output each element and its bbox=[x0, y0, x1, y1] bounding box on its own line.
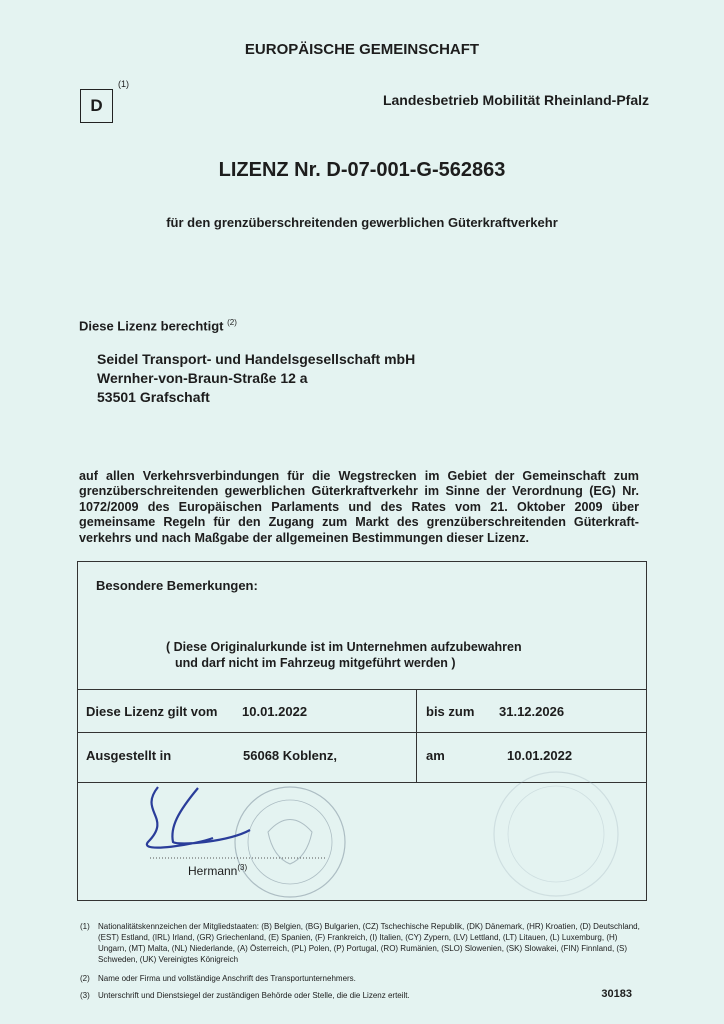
footnote-number: (1) bbox=[80, 922, 90, 931]
signatory bbox=[188, 863, 247, 878]
issued-on-label: am bbox=[426, 748, 445, 763]
footnote-number: (2) bbox=[80, 974, 90, 983]
issued-label: Ausgestellt in bbox=[86, 748, 172, 763]
footnote-text: Nationalitätskennzeichen der Mitgliedstaaten: (B) Belgien, (BG) Bulgarien, (CZ) Tschechische Republik, (DK) Dänemark, (HR) Kroatien, (D) Deutschland, (EST) Estland, (IRL) Irland, (GR) Griechenland, (E) Spanien, (F) Frankreich, (I) Italien, (CY) Zypern, (LV) Lettland, (LT) Litauen, (L) Luxemburg, (H) Ungarn, (MT) Malta, (NL) Niederlande, (A) Österreich, (PL) Polen, (P) Portugal, (RO) Rumänien, (SLO) Slowenien, (SK) Slowakei, (FIN) Finnland, (S) Schweden, (UK) Vereinigtes Königreich bbox=[98, 922, 640, 964]
issuing-authority: Landesbetrieb Mobilität Rheinland-Pfalz bbox=[382, 92, 649, 108]
footnote-text: Unterschrift und Dienstsiegel der zuständigen Behörde oder Stelle, die die Lizenz erteilt. bbox=[98, 991, 410, 1000]
document-number: 30183 bbox=[601, 988, 632, 1000]
signatory-name: Hermann bbox=[188, 864, 238, 878]
remarks-heading: Besondere Bemerkungen: bbox=[96, 578, 258, 593]
country-code-box: D bbox=[80, 89, 113, 123]
scope-paragraph: auf allen Verkehrsverbindungen für die Wegstrecken im Gebiet der Gemeinschaft zum grenzüberschreitenden gewerblichen Güterkraftverkehr im Sinne der Verordnung (EG) Nr. 1072/2009 des Europäischen Parlaments und des Rates vom 21. Oktober 2009 über gemeinsame Regeln für den Zugang zum Markt des grenzüberschreitenden Güterkraft-verkehrs und nach Maßgabe der allgemeinen Bestimmungen dieser Lizenz. bbox=[79, 469, 639, 545]
holder-street: Wernher-von-Braun-Straße 12 a bbox=[97, 370, 308, 386]
entitlement-text: Diese Lizenz berechtigt bbox=[79, 318, 224, 334]
license-subtitle: für den grenzüberschreitenden gewerblichen Güterkraftverkehr bbox=[166, 215, 558, 230]
country-footnote-marker: (1) bbox=[118, 79, 129, 89]
signatory-footnote-marker: (3) bbox=[237, 863, 248, 872]
holder-city: 53501 Grafschaft bbox=[97, 389, 210, 405]
license-holder bbox=[97, 350, 415, 407]
footnote-number: (3) bbox=[80, 991, 90, 1000]
validity-from-date: 10.01.2022 bbox=[242, 704, 308, 719]
official-seal-graphic bbox=[78, 562, 648, 902]
license-title: LIZENZ Nr. D-07-001-G-562863 bbox=[218, 159, 506, 181]
entitlement-footnote-marker: (2) bbox=[227, 318, 237, 327]
issued-place: 56068 Koblenz, bbox=[243, 748, 337, 763]
issued-date: 10.01.2022 bbox=[507, 748, 573, 763]
remarks-line-2: und darf nicht im Fahrzeug mitgeführt werden ) bbox=[175, 656, 456, 670]
details-frame bbox=[77, 561, 647, 901]
header-title: EUROPÄISCHE GEMEINSCHAFT bbox=[244, 41, 480, 58]
holder-name: Seidel Transport- und Handelsgesellschaft mbH bbox=[97, 351, 416, 367]
validity-until-date: 31.12.2026 bbox=[499, 704, 565, 719]
validity-until-label: bis zum bbox=[426, 704, 475, 719]
remarks-line-1: ( Diese Originalurkunde ist im Unternehmen aufzubewahren bbox=[166, 640, 522, 654]
entitlement-label bbox=[79, 318, 237, 333]
footnote-text: Name oder Firma und vollständige Anschrift des Transportunternehmers. bbox=[98, 974, 356, 983]
validity-label: Diese Lizenz gilt vom bbox=[86, 704, 218, 719]
